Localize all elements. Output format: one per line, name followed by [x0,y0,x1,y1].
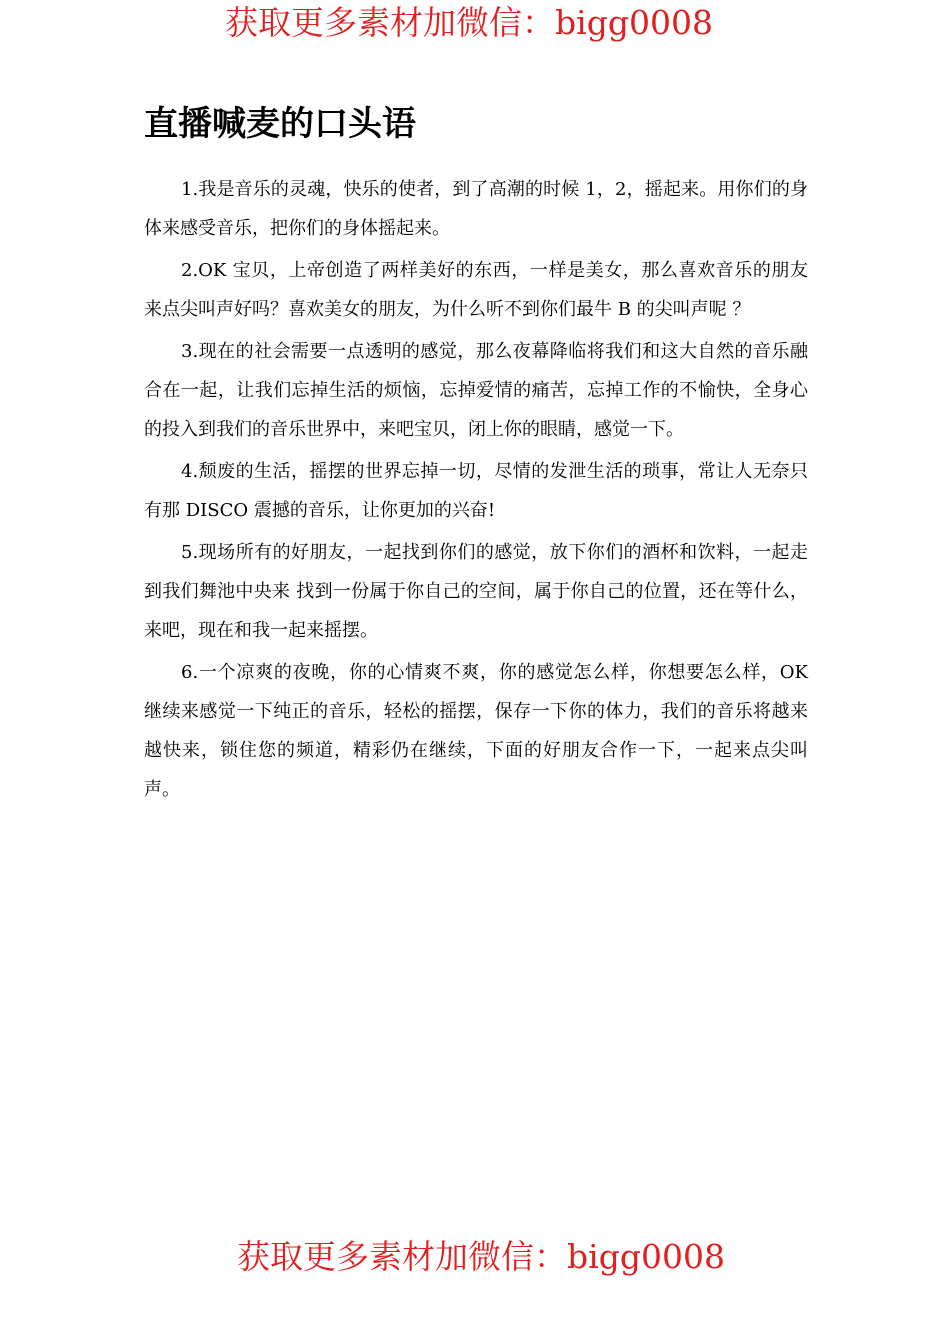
document-body [144,100,808,812]
paragraph-4: 4.颓废的生活，摇摆的世界忘掉一切，尽情的发泄生活的琐事，常让人无奈只有那 DISCO 震撼的音乐，让你更加的兴奋! [144,461,808,521]
paragraph-2: 2.OK 宝贝，上帝创造了两样美好的东西，一样是美女，那么喜欢音乐的朋友来点尖叫声好吗？喜欢美女的朋友，为什么听不到你们最牛 B 的尖叫声呢 ？ [144,260,808,320]
paragraph-1: 1.我是音乐的灵魂，快乐的使者，到了高潮的时候 1，2，摇起来。用你们的身体来感受音乐，把你们的身体摇起来。 [144,179,808,239]
document-title: 直播喊麦的口头语 [144,104,416,144]
paragraph-6: 6.一个凉爽的夜晚，你的心情爽不爽，你的感觉怎么样，你想要怎么样，OK 继续来感觉一下纯正的音乐，轻松的摇摆，保存一下你的体力，我们的音乐将越来越快来，锁住您的频道，精彩仍在继续，下面的好朋友合作一下，一起来点尖叫声。 [144,662,808,800]
watermark-top: 获取更多素材加微信：bigg0008 [225,3,713,42]
watermark-bottom: 获取更多素材加微信：bigg0008 [237,1237,725,1276]
paragraph-3: 3.现在的社会需要一点透明的感觉，那么夜幕降临将我们和这大自然的音乐融合在一起，让我们忘掉生活的烦恼，忘掉爱情的痛苦，忘掉工作的不愉快，全身心的投入到我们的音乐世界中，来吧宝贝，闭上你的眼睛，感觉一下。 [144,341,808,440]
paragraph-5: 5.现场所有的好朋友，一起找到你们的感觉，放下你们的酒杯和饮料，一起走到我们舞池中央来 找到一份属于你自己的空间，属于你自己的位置，还在等什么，来吧，现在和我一起来摇摆。 [144,542,808,641]
